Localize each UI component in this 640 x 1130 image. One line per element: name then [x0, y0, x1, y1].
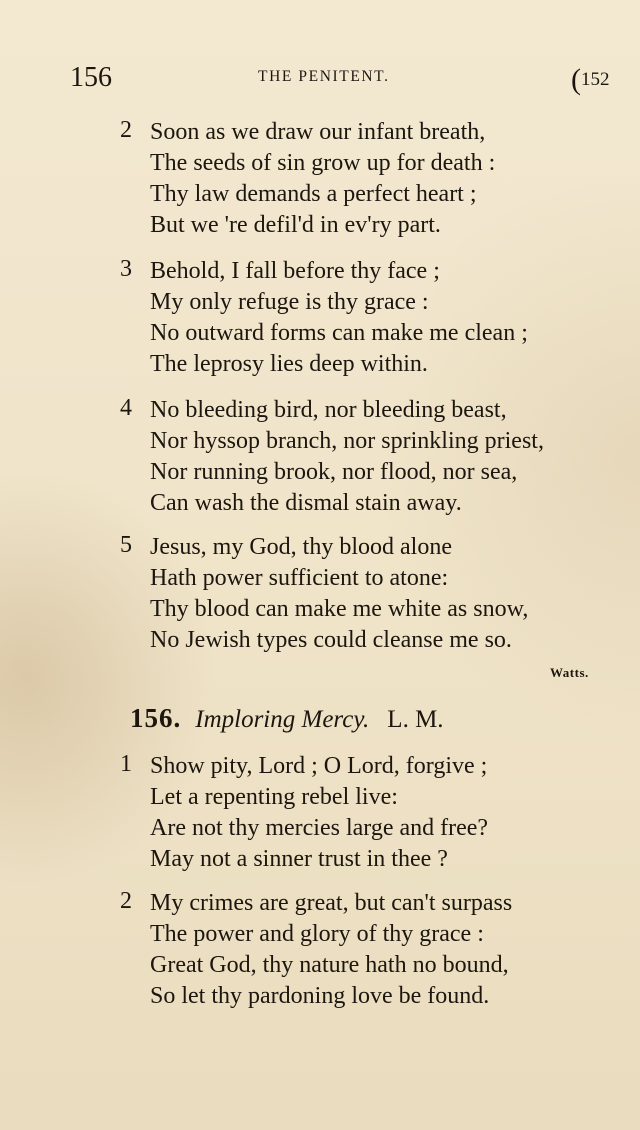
verse-line: Hath power sufficient to atone:: [150, 565, 449, 591]
verse-line: Show pity, Lord ; O Lord, forgive ;: [150, 753, 488, 779]
verse-line: Behold, I fall before thy face ;: [150, 258, 440, 284]
verse-line: Soon as we draw our infant breath,: [150, 119, 486, 145]
verse-line: The seeds of sin grow up for death :: [150, 150, 496, 176]
verse-line: Great God, thy nature hath no bound,: [150, 952, 509, 978]
verse-line: May not a sinner trust in thee ?: [150, 846, 448, 872]
verse-line: No bleeding bird, nor bleeding beast,: [150, 397, 507, 423]
stanza-number: 2: [120, 117, 132, 143]
verse-line: Jesus, my God, thy blood alone: [150, 534, 452, 560]
page-header: [70, 62, 640, 96]
page-number: 156: [70, 62, 112, 93]
hymn-reference-number: 152: [581, 69, 610, 90]
hymn-heading: [130, 703, 444, 734]
stanza-number: 2: [120, 888, 132, 914]
verse-line: Are not thy mercies large and free?: [150, 815, 489, 841]
stanza-number: 5: [120, 532, 132, 558]
verse-line: But we 're defil'd in ev'ry part.: [150, 212, 441, 238]
verse-line: Thy blood can make me white as snow,: [150, 596, 529, 622]
verse-line: The leprosy lies deep within.: [150, 351, 428, 377]
verse-line: Can wash the dismal stain away.: [150, 490, 462, 516]
verse-line: No outward forms can make me clean ;: [150, 320, 528, 346]
stanza-number: 4: [120, 395, 132, 421]
stanza-number: 1: [120, 751, 132, 777]
verse-line: Thy law demands a perfect heart ;: [150, 181, 477, 207]
hymn-number: 156.: [130, 703, 182, 733]
verse-line: My only refuge is thy grace :: [150, 289, 429, 315]
verse-line: The power and glory of thy grace :: [150, 921, 484, 947]
hymn-reference-paren: (: [571, 63, 581, 96]
hymn-meter: L. M.: [387, 706, 444, 733]
hymn-title: Imploring Mercy.: [195, 706, 370, 733]
running-head: THE PENITENT.: [258, 68, 390, 85]
verse-line: My crimes are great, but can't surpass: [150, 890, 513, 916]
verse-line: Nor hyssop branch, nor sprinkling priest,: [150, 428, 544, 454]
verse-line: So let thy pardoning love be found.: [150, 983, 490, 1009]
verse-line: No Jewish types could cleanse me so.: [150, 627, 512, 653]
stanza-number: 3: [120, 256, 132, 282]
verse-line: Let a repenting rebel live:: [150, 784, 398, 810]
author-attribution: Watts.: [550, 665, 589, 680]
hymn-reference: [571, 63, 610, 97]
verse-line: Nor running brook, nor flood, nor sea,: [150, 459, 518, 485]
